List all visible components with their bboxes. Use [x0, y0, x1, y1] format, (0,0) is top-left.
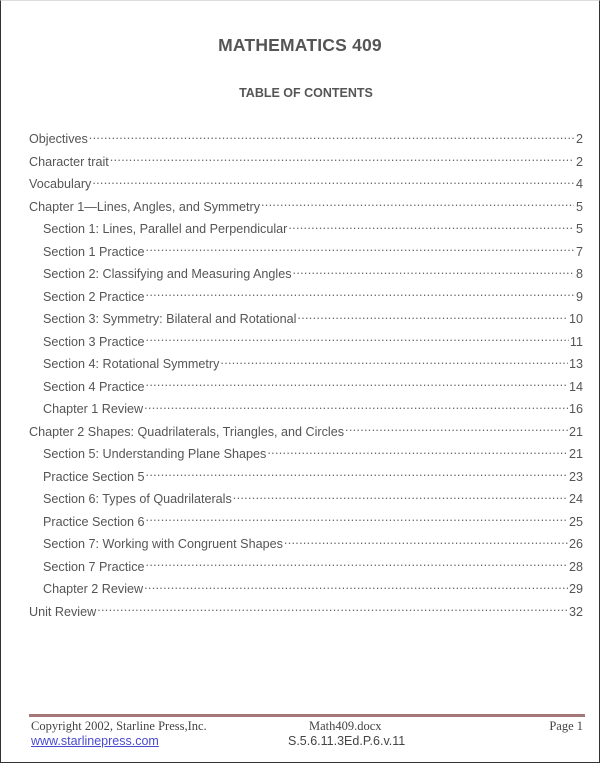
toc-dot-leader [146, 467, 568, 481]
toc-dot-leader [220, 354, 568, 368]
toc-entry-label: Section 3 Practice [43, 334, 145, 349]
toc-entry-page-number: 26 [568, 537, 583, 551]
toc-entry[interactable] [29, 443, 583, 466]
toc-entry[interactable] [29, 511, 583, 534]
footer-website-link[interactable]: www.starlinepress.com [31, 734, 159, 748]
toc-entry-page-number: 13 [568, 357, 583, 371]
toc-entry-label: Chapter 2 Shapes: Quadrilaterals, Triangles, and Circles [29, 424, 345, 439]
toc-dot-leader [261, 197, 574, 211]
toc-dot-leader [110, 152, 574, 166]
toc-entry-label: Unit Review [29, 604, 97, 619]
toc-entry[interactable] [29, 241, 583, 264]
toc-dot-leader [146, 557, 568, 571]
toc-dot-leader [89, 129, 574, 143]
toc-dot-leader [293, 264, 574, 278]
footer-copyright: Copyright 2002, Starline Press,Inc. [31, 719, 207, 733]
toc-entry[interactable] [29, 218, 583, 241]
toc-entry[interactable] [29, 556, 583, 579]
toc-entry-label: Section 2 Practice [43, 289, 145, 304]
toc-entry-page-number: 2 [575, 132, 583, 146]
toc-dot-leader [297, 309, 568, 323]
toc-entry-label: Section 2: Classifying and Measuring Angles [43, 267, 292, 281]
toc-dot-leader [146, 377, 568, 391]
toc-dot-leader [233, 489, 568, 503]
footer-version: S.5.6.11.3Ed.P.6.v.11 [288, 734, 406, 748]
toc-heading: TABLE OF CONTENTS [239, 86, 373, 100]
toc-dot-leader [146, 512, 568, 526]
footer-divider [29, 714, 585, 717]
toc-entry[interactable] [29, 151, 583, 174]
toc-entry-label: Section 1: Lines, Parallel and Perpendicular [43, 222, 288, 236]
toc-entry[interactable] [29, 533, 583, 556]
toc-entry[interactable] [29, 376, 583, 399]
toc-entry[interactable] [29, 263, 583, 286]
toc-entry-page-number: 21 [568, 424, 583, 439]
toc-entry-label: Chapter 2 Review [43, 582, 144, 596]
toc-entry-page-number: 21 [568, 447, 583, 461]
toc-entry[interactable] [29, 601, 583, 624]
toc-dot-leader [144, 579, 568, 593]
toc-entry-page-number: 23 [568, 469, 583, 484]
toc-entry[interactable] [29, 488, 583, 511]
toc-entry-label: Section 4: Rotational Symmetry [43, 357, 220, 371]
toc-entry-label: Practice Section 6 [43, 514, 145, 529]
toc-dot-leader [146, 287, 574, 301]
toc-entry-label: Section 5: Understanding Plane Shapes [43, 447, 267, 461]
toc-entry-page-number: 11 [569, 334, 583, 349]
toc-entry-page-number: 5 [575, 222, 583, 236]
toc-entry[interactable] [29, 286, 583, 309]
toc-entry-page-number: 25 [568, 514, 583, 529]
toc-entry-page-number: 29 [568, 582, 583, 596]
toc-entry-label: Objectives [29, 132, 88, 146]
toc-entry[interactable] [29, 398, 583, 421]
toc-entry-page-number: 9 [575, 289, 583, 304]
toc-entry-page-number: 2 [575, 154, 583, 169]
toc-dot-leader [284, 534, 568, 548]
toc-dot-leader [267, 444, 568, 458]
toc-entry[interactable] [29, 353, 583, 376]
table-of-contents [29, 128, 583, 623]
toc-entry-page-number: 8 [575, 267, 583, 281]
toc-dot-leader [97, 602, 568, 616]
toc-entry-label: Character trait [29, 154, 109, 169]
page-footer [31, 719, 583, 749]
toc-entry[interactable] [29, 466, 583, 489]
toc-dot-leader [146, 332, 569, 346]
toc-entry[interactable] [29, 331, 583, 354]
toc-entry[interactable] [29, 308, 583, 331]
toc-entry-label: Section 7: Working with Congruent Shapes [43, 537, 283, 551]
toc-entry-page-number: 4 [575, 177, 583, 191]
toc-entry-page-number: 14 [568, 379, 583, 394]
toc-entry-page-number: 10 [568, 312, 583, 326]
footer-page-number: Page 1 [549, 719, 583, 733]
toc-entry[interactable] [29, 421, 583, 444]
toc-entry-page-number: 5 [575, 199, 583, 214]
toc-entry-label: Section 1 Practice [43, 244, 145, 259]
document-title: MATHEMATICS 409 [218, 35, 382, 55]
toc-entry-label: Vocabulary [29, 177, 92, 191]
toc-entry-label: Section 7 Practice [43, 559, 145, 574]
toc-entry[interactable] [29, 128, 583, 151]
toc-entry-page-number: 24 [568, 492, 583, 506]
toc-dot-leader [92, 174, 574, 188]
toc-dot-leader [288, 219, 574, 233]
footer-docname: Math409.docx [309, 719, 382, 733]
toc-entry-page-number: 28 [568, 559, 583, 574]
toc-entry-label: Practice Section 5 [43, 469, 145, 484]
toc-dot-leader [144, 399, 568, 413]
toc-dot-leader [345, 422, 568, 436]
toc-entry-label: Chapter 1 Review [43, 402, 144, 416]
toc-entry[interactable] [29, 173, 583, 196]
toc-dot-leader [146, 242, 574, 256]
toc-entry[interactable] [29, 196, 583, 219]
toc-entry-label: Chapter 1—Lines, Angles, and Symmetry [29, 199, 260, 214]
toc-entry-page-number: 32 [568, 604, 583, 619]
toc-entry[interactable] [29, 578, 583, 601]
toc-entry-label: Section 6: Types of Quadrilaterals [43, 492, 232, 506]
toc-entry-page-number: 16 [568, 402, 583, 416]
toc-entry-page-number: 7 [575, 244, 583, 259]
toc-entry-label: Section 4 Practice [43, 379, 145, 394]
toc-entry-label: Section 3: Symmetry: Bilateral and Rotational [43, 312, 297, 326]
